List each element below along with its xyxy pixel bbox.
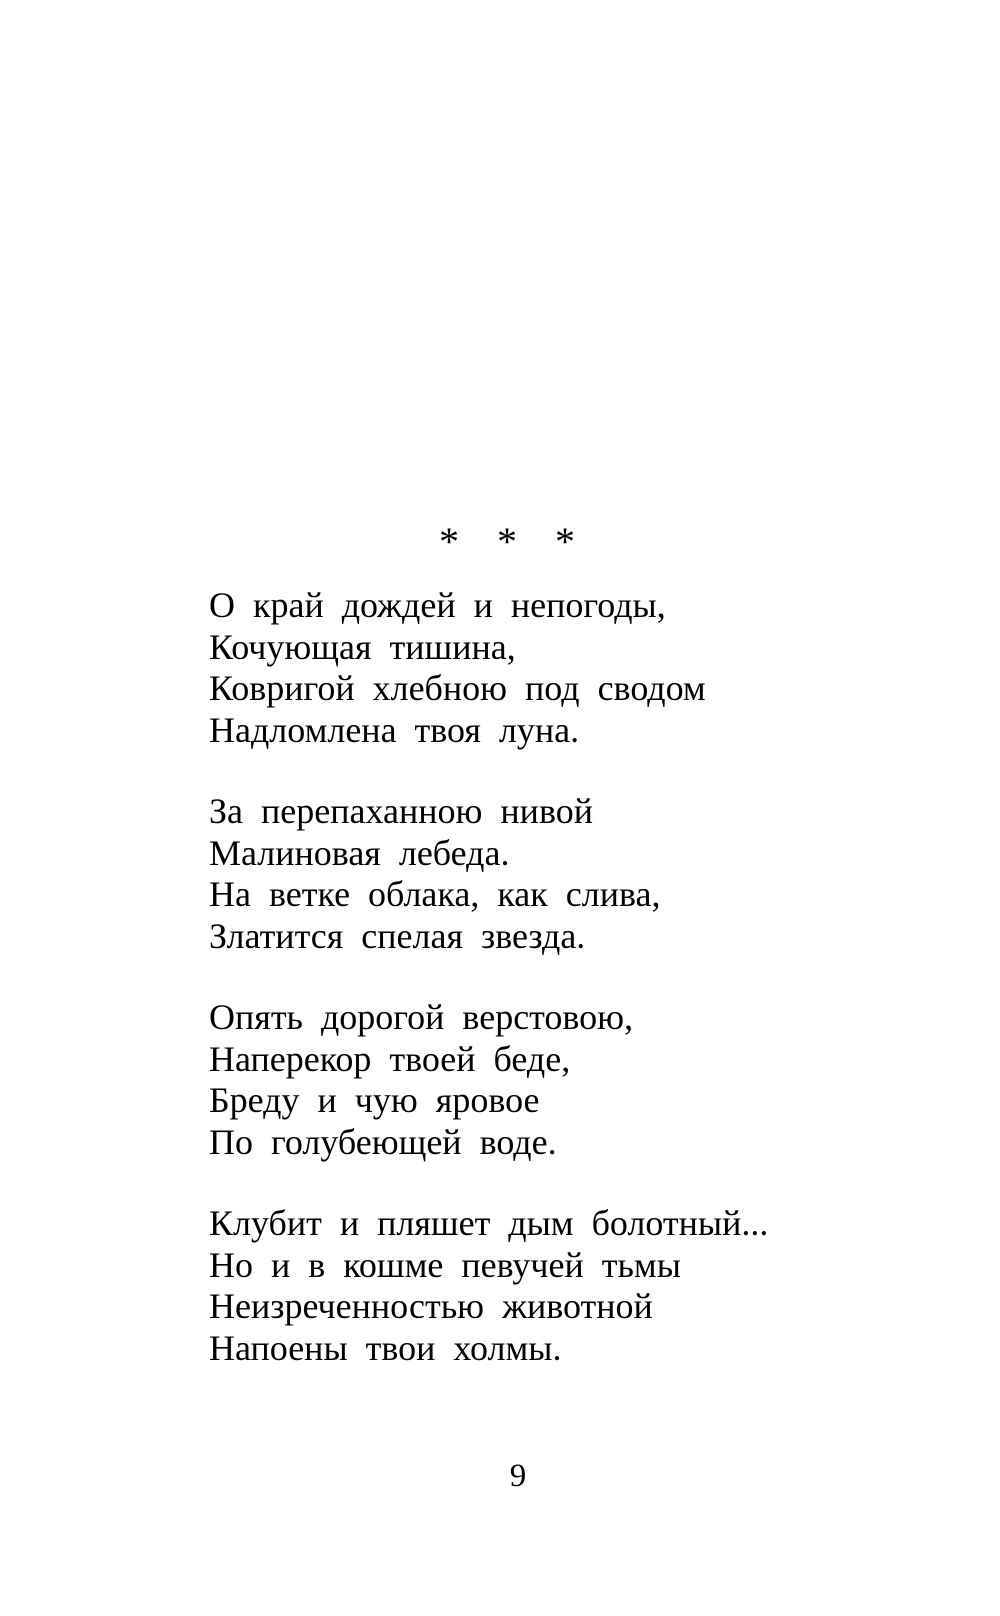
- poem-line: Но и в кошме певучей тьмы: [209, 1244, 681, 1285]
- stanza: [209, 585, 969, 751]
- poem-line: За перепаханною нивой: [209, 791, 593, 831]
- stanza: [209, 997, 969, 1163]
- stanza: [209, 791, 969, 957]
- poem-line: Клубит и пляшет дым болотный...: [209, 1203, 769, 1243]
- poem-line: Златится спелая звезда.: [209, 915, 586, 956]
- stanza: [209, 1203, 969, 1369]
- poem-line: Наперекор твоей беде,: [209, 1038, 571, 1079]
- poem: [209, 585, 969, 1409]
- poem-line: Неизреченностью животной: [209, 1286, 653, 1326]
- poem-line: Опять дорогой верстовою,: [209, 997, 634, 1037]
- poem-line: Малиновая лебеда.: [209, 832, 510, 873]
- poem-line: Ковригой хлебною под сводом: [209, 668, 706, 708]
- stanza-separator: * * *: [439, 519, 589, 564]
- poem-line: О край дождей и непогоды,: [209, 585, 666, 625]
- poem-line: На ветке облака, как слива,: [209, 874, 661, 914]
- poem-line: По голубеющей воде.: [209, 1121, 557, 1162]
- poem-line: Напоены твои холмы.: [209, 1327, 562, 1368]
- page-number: 9: [509, 1458, 527, 1494]
- poem-line: Надломлена твоя луна.: [209, 709, 580, 750]
- poem-line: Кочующая тишина,: [209, 626, 516, 667]
- poem-line: Бреду и чую яровое: [209, 1080, 540, 1120]
